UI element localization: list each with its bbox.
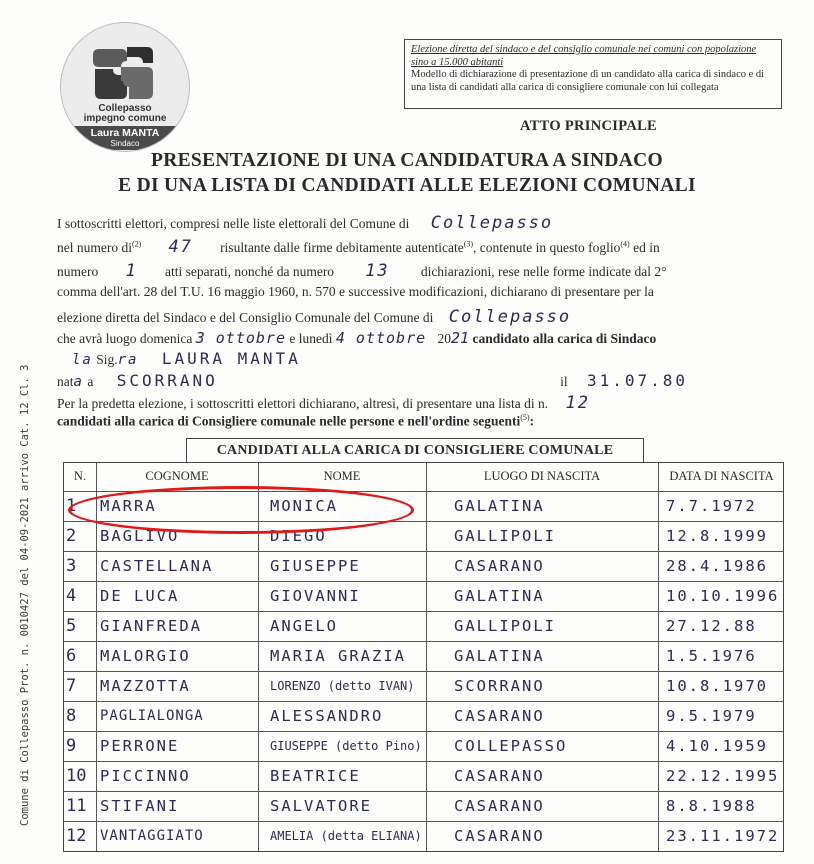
cell-data: 1.5.1976 [666,647,757,665]
logo-name: Laura MANTA [90,127,160,139]
cell-cognome: DE LUCA [100,587,180,605]
logo-role: Sindaco [110,139,140,148]
cell-data: 10.10.1996 [666,587,780,605]
protocol-stamp: Comune di Collepasso Prot. n. 0010427 del 04-09-2021 arrivo Cat. 12 Cl. 3 [19,364,31,826]
cell-data: 28.4.1986 [666,557,768,575]
table-row [64,731,783,761]
body-text: e lunedì [289,331,333,346]
handwritten-year: 21 [451,329,470,347]
body-line-9 [57,393,590,413]
cell-luogo: CASARANO [454,707,545,725]
handwritten-la: la [72,352,93,368]
table-row [64,821,783,851]
col-header-luogo: LUOGO DI NASCITA [483,469,601,483]
cell-nome: AMELIA (detta ELIANA) [270,829,422,843]
table-row [64,701,783,731]
body-line-7 [72,349,301,368]
cell-nome: SALVATORE [270,797,372,815]
cell-data: 7.7.1972 [666,497,757,515]
cell-nome: ALESSANDRO [270,707,384,725]
table-row [64,551,783,581]
body-text: 20 [437,331,452,346]
footnote-ref: (5) [520,413,530,422]
body-line-3 [57,261,666,281]
highlight-ellipse [68,486,414,534]
cell-nome: MARIA GRAZIA [270,647,406,665]
footnote-ref: (2) [131,239,142,249]
cell-cognome: MARRA [100,497,157,515]
cell-luogo: GALATINA [454,647,545,665]
cell-cognome: BAGLIVO [100,527,180,545]
cell-data: 23.11.1972 [666,827,780,845]
cell-n: 10 [66,766,87,786]
cell-nome: GIUSEPPE [270,557,361,575]
handwritten-comune-2: Collepasso [448,307,572,327]
col-header-n: N. [73,469,87,483]
cell-n: 11 [66,796,87,816]
cell-cognome: MAZZOTTA [100,677,191,695]
body-text: elezione diretta del Sindaco e del Consiglio Comunale del Comune di [57,310,434,325]
cell-nome: LORENZO (detto IVAN) [270,679,415,693]
cell-luogo: GALLIPOLI [454,617,556,635]
table-row [64,791,783,821]
cell-nome: GIOVANNI [270,587,361,605]
handwritten-ra: ra [117,352,139,368]
cell-luogo: CASARANO [454,797,545,815]
cell-n: 7 [66,676,77,696]
cell-data: 4.10.1959 [666,737,768,755]
body-text: il [560,374,568,389]
cell-n: 2 [66,526,77,546]
handwritten-list-count: 12 [565,393,590,413]
logo-line2: impegno comune [83,113,167,124]
campaign-logo [60,22,190,152]
cell-data: 9.5.1979 [666,707,757,725]
cell-data: 22.12.1995 [666,767,780,785]
footnote-ref: (3) [463,239,474,249]
body-text: nat [57,374,74,389]
cell-cognome: MALORGIO [100,647,191,665]
table-row [64,641,783,671]
body-text: nel numero di [57,240,132,255]
body-line-1 [57,213,553,233]
body-text: che avrà luogo domenica [57,331,193,346]
cell-cognome: PERRONE [100,737,180,755]
cell-data: 8.8.1988 [666,797,757,815]
cell-n: 9 [66,736,77,756]
cell-cognome: CASTELLANA [100,557,214,575]
body-text: : [529,413,535,429]
cell-cognome: GIANFREDA [100,617,202,635]
body-line-5 [57,307,571,327]
footnote-ref: (4) [620,239,630,249]
handwritten-gender: a [73,374,84,390]
body-text: ed in [629,240,660,255]
model-text: Modello di dichiarazione di presentazione di un candidato alla carica di sindaco e di una lista di candidati alla carica di consigliere comunale con lui collegata [411,69,765,93]
handwritten-domenica: 3 ottobre [195,329,286,347]
table-row [64,671,783,701]
cell-cognome: PAGLIALONGA [100,708,204,724]
cell-nome: DIEGO [270,527,327,545]
body-text-bold: candidati alla carica di Consigliere comunale nelle persone e nell'ordine seguenti [57,413,521,429]
logo-line1: Collepasso [98,103,152,114]
table-row [64,761,783,791]
handwritten-firme: 47 [168,237,193,257]
body-text: Sig. [96,352,118,367]
cell-luogo: CASARANO [454,767,545,785]
handwritten-birthplace: SCORRANO [116,371,218,390]
cell-nome: BEATRICE [270,767,361,785]
col-header-cognome: COGNOME [145,469,209,483]
body-line-4: comma dell'art. 28 del T.U. 16 maggio 1960, n. 570 e successive modificazioni, dichiarano di presentare per la [57,284,654,299]
cell-luogo: GALLIPOLI [454,527,556,545]
cell-nome: ANGELO [270,617,338,635]
cell-luogo: GALATINA [454,497,545,515]
cell-n: 12 [66,826,87,846]
cell-n: 6 [66,646,77,666]
body-line-6 [57,329,656,347]
body-text: a [87,374,94,389]
body-text: atti separati, nonché da numero [165,264,335,279]
body-line-10 [57,413,534,430]
body-text: I sottoscritti elettori, compresi nelle liste elettorali del Comune di [57,216,410,231]
body-line-8 [57,371,688,390]
body-text: Per la predetta elezione, i sottoscritti elettori dichiarano, altresì, di presentare una lista di n. [57,396,549,411]
cell-luogo: SCORRANO [454,677,545,695]
cell-luogo: CASARANO [454,827,545,845]
document-title-line1: PRESENTAZIONE DI UNA CANDIDATURA A SINDACO [151,150,663,171]
handwritten-atti: 1 [125,261,138,281]
handwritten-dichiarazioni: 13 [365,261,390,281]
handwritten-birthdate: 31.07.80 [586,371,689,390]
cell-n: 1 [66,496,77,516]
handwritten-candidate-name: LAURA MANTA [161,349,301,368]
atto-principale: ATTO PRINCIPALE [520,118,658,134]
cell-n: 5 [66,616,77,636]
cell-luogo: GALATINA [454,587,545,605]
puzzle-logo-icon [91,43,157,105]
table-row [64,611,783,641]
cell-n: 4 [66,586,77,606]
body-text-bold: candidato alla carica di Sindaco [472,331,657,346]
cell-luogo: CASARANO [454,557,545,575]
body-text: , contenute in questo foglio [473,240,621,255]
cell-nome: GIUSEPPE (detto Pino) [270,739,422,753]
candidates-table-title: CANDIDATI ALLA CARICA DI CONSIGLIERE COMUNALE [186,438,644,463]
cell-nome: MONICA [270,497,338,515]
body-text: dichiarazioni, rese nelle forme indicate dal 2° [420,264,667,279]
body-text: risultante dalle firme debitamente autenticate [220,240,464,255]
cell-data: 27.12.88 [666,617,757,635]
body-text: numero [57,264,99,279]
table-row [64,581,783,611]
cell-n: 3 [66,556,77,576]
cell-cognome: VANTAGGIATO [100,828,204,844]
handwritten-lunedi: 4 ottobre [335,329,427,347]
body-line-2 [57,237,660,257]
cell-data: 12.8.1999 [666,527,768,545]
election-type-text: Elezione diretta del sindaco e del consiglio comunale nei comuni con popolazione sino a 15.000 abitanti [411,44,757,68]
logo-banner [71,126,179,150]
cell-n: 8 [66,706,77,726]
col-header-nome: NOME [323,469,361,483]
cell-cognome: STIFANI [100,797,180,815]
model-description-box [404,39,782,109]
col-header-data: DATA DI NASCITA [669,469,774,483]
handwritten-comune: Collepasso [430,213,554,233]
cell-luogo: COLLEPASSO [454,737,568,755]
document-title-line2: E DI UNA LISTA DI CANDIDATI ALLE ELEZIONI COMUNALI [118,175,696,196]
cell-data: 10.8.1970 [666,677,768,695]
cell-cognome: PICCINNO [100,767,191,785]
